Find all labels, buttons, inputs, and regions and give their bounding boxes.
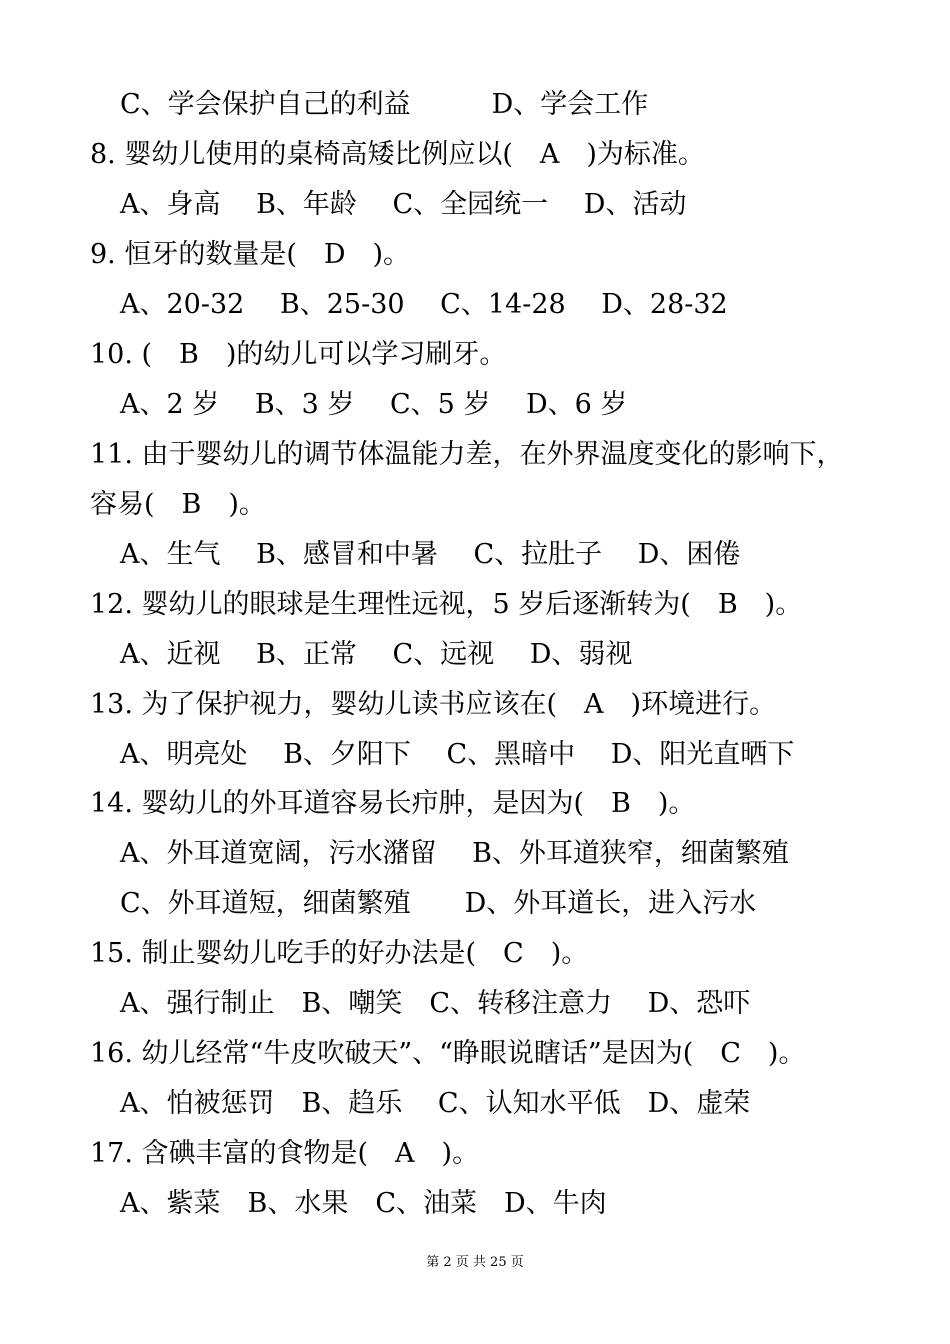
question-line: 13. 为了保护视力，婴幼儿读书应该在( A )环境进行。 (90, 689, 777, 720)
option-line: C、学会保护自己的利益 D、学会工作 (120, 89, 649, 120)
question-line: 14. 婴幼儿的外耳道容易长疖肿，是因为( B )。 (90, 788, 696, 819)
option-line: A、外耳道宽阔，污水潴留 B、外耳道狭窄，细菌繁殖 (120, 838, 789, 869)
question-line: 16. 幼儿经常“牛皮吹破天”、“睁眼说瞎话”是因为( C )。 (90, 1038, 806, 1069)
question-line: 17. 含碘丰富的食物是( A )。 (90, 1138, 480, 1169)
option-line: A、近视 B、正常 C、远视 D、弱视 (120, 639, 633, 670)
option-line: A、身高 B、年龄 C、全园统一 D、活动 (120, 189, 687, 220)
question-line: 12. 婴幼儿的眼球是生理性远视，5 岁后逐渐转为( B )。 (90, 589, 803, 620)
option-line: A、怕被惩罚 B、趋乐 C、认知水平低 D、虚荣 (120, 1088, 751, 1119)
option-line: A、明亮处 B、夕阳下 C、黑暗中 D、阳光直晒下 (120, 739, 795, 770)
option-line: A、紫菜 B、水果 C、油菜 D、牛肉 (120, 1188, 607, 1219)
option-line: A、生气 B、感冒和中暑 C、拉肚子 D、困倦 (120, 539, 741, 570)
question-line: 10. ( B )的幼儿可以学习刷牙。 (90, 339, 507, 370)
question-line: 15. 制止婴幼儿吃手的好办法是( C )。 (90, 938, 589, 969)
option-line: A、20-32 B、25-30 C、14-28 D、28-32 (120, 289, 728, 320)
question-line: 11. 由于婴幼儿的调节体温能力差，在外界温度变化的影响下， (90, 439, 844, 470)
question-line: 9. 恒牙的数量是( D )。 (90, 239, 411, 270)
option-line: C、外耳道短，细菌繁殖 D、外耳道长，进入污水 (120, 888, 757, 919)
option-line: A、2 岁 B、3 岁 C、5 岁 D、6 岁 (120, 389, 628, 420)
question-line: 8. 婴幼儿使用的桌椅高矮比例应以( A )为标准。 (90, 139, 705, 170)
question-line-continued: 容易( B )。 (90, 489, 266, 520)
option-line: A、强行制止 B、嘲笑 C、转移注意力 D、恐吓 (120, 988, 751, 1019)
page-footer: 第 2 页 共 25 页 (426, 1255, 524, 1270)
